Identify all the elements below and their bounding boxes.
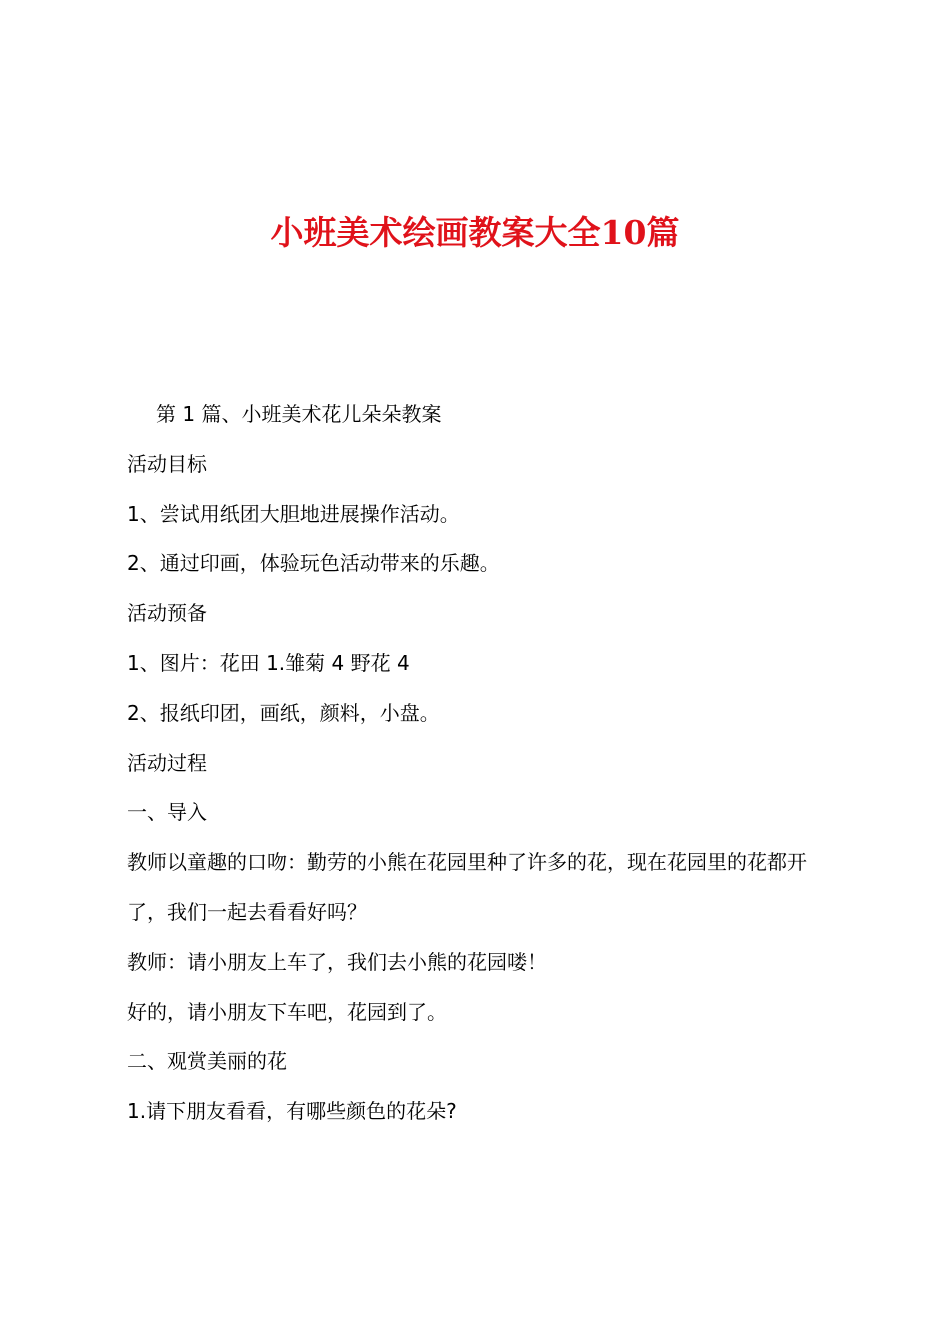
subheading-preparation: 活动预备 xyxy=(127,601,207,626)
document-body xyxy=(127,390,842,1137)
paragraph: 1、尝试用纸团大胆地进展操作活动。 xyxy=(127,501,460,526)
paragraph: 好的，请小朋友下车吧，花园到了。 xyxy=(127,999,447,1024)
paragraph: 教师以童趣的口吻：勤劳的小熊在花园里种了许多的花，现在花园里的花都开了，我们一起去看看好吗？ xyxy=(127,850,807,924)
subheading-process: 活动过程 xyxy=(127,750,207,775)
document-title: 小班美术绘画教案大全10篇 xyxy=(270,213,680,252)
subheading-goals: 活动目标 xyxy=(127,451,207,476)
paragraph: 2、通过印画，体验玩色活动带来的乐趣。 xyxy=(127,551,500,576)
paragraph: 一、导入 xyxy=(127,800,207,825)
paragraph: 教师：请小朋友上车了，我们去小熊的花园喽！ xyxy=(127,949,547,974)
paragraph: 2、报纸印团，画纸，颜料，小盘。 xyxy=(127,700,440,725)
paragraph: 二、观赏美丽的花 xyxy=(127,1049,287,1074)
section-heading: 第 1 篇、小班美术花儿朵朵教案 xyxy=(156,402,442,426)
paragraph: 1.请下朋友看看，有哪些颜色的花朵? xyxy=(127,1099,457,1124)
paragraph: 1、图片：花田 1.雏菊 4 野花 4 xyxy=(127,650,410,675)
